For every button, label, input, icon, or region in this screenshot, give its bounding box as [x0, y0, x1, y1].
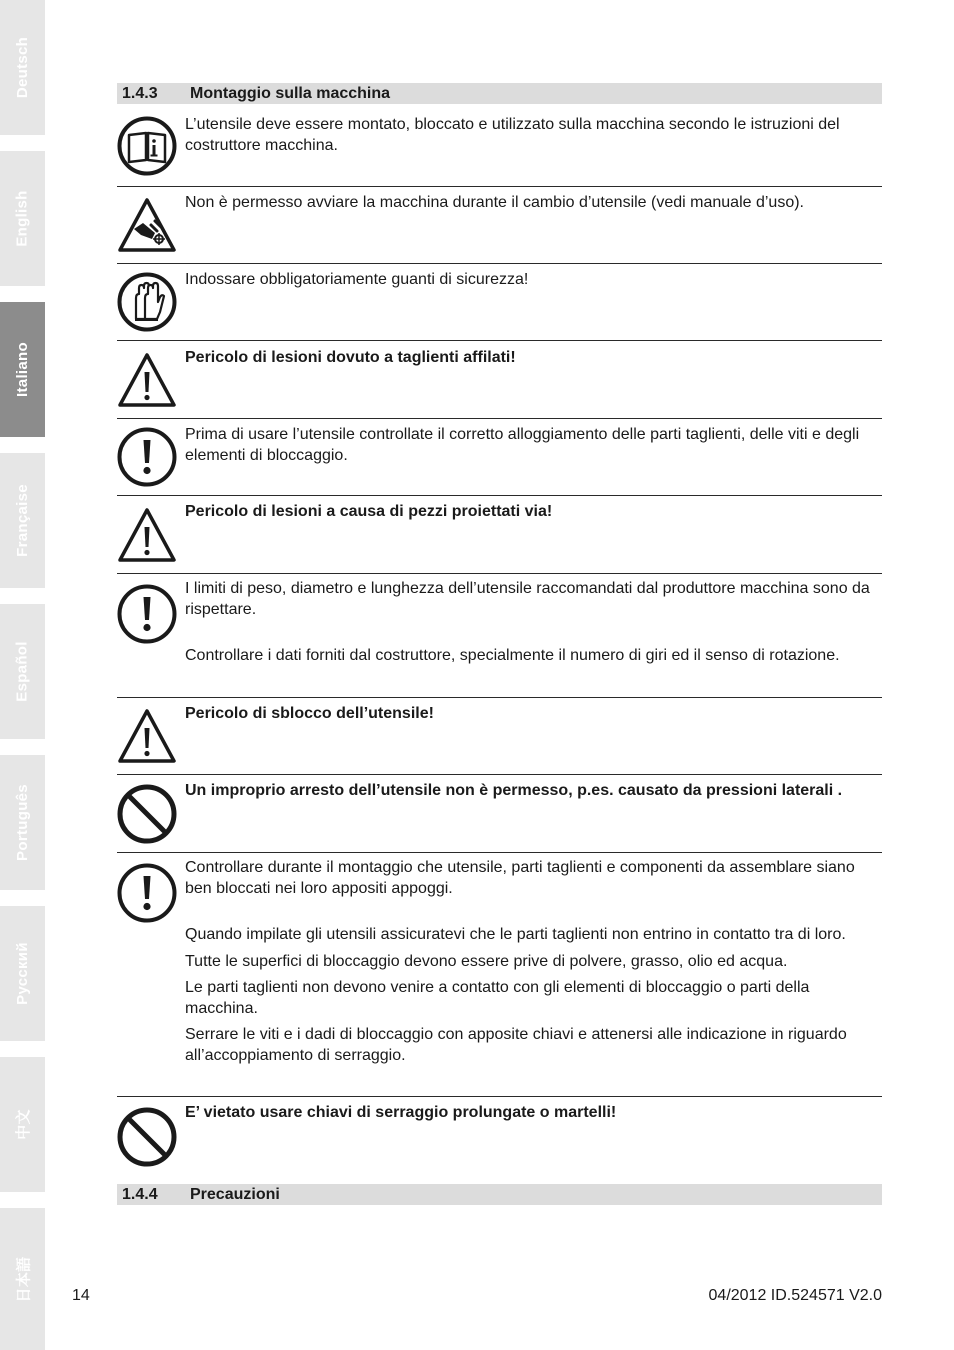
instruction-text: Prima di usare l’utensile controllate il corretto alloggiamento delle parti taglienti, delle viti e degli elementi di bloccaggio. — [185, 426, 860, 464]
prohibition-icon — [117, 1107, 177, 1167]
instruction-row — [117, 573, 882, 697]
instruction-text: Non è permesso avviare la macchina durante il cambio d’utensile (vedi manuale d’uso). — [185, 194, 804, 211]
instruction-text: Pericolo di lesioni dovuto a taglienti affilati! — [185, 349, 516, 366]
exclamation-circle-icon — [117, 863, 177, 923]
instruction-text: Controllare durante il montaggio che utensile, parti taglienti e componenti da assemblare siano ben bloccati nei loro appositi appoggi. Quando impilate gli utensili assicuratevi che le parti taglienti non entrino in contatto tra di loro. Tutte le superfici di bloccaggio devono essere prive di polvere, grasso, olio ed acqua. Le parti taglienti non devono venire a contatto con gli elementi di bloccaggio o parti della macchina. Serrare le viti e i dadi di bloccaggio con apposite chiavi e attenersi alle indicazione in riguardo all’accoppiamento di serraggio. — [185, 859, 855, 1064]
tab-chinese[interactable]: 中文 — [0, 1057, 45, 1192]
section-title: Montaggio sulla macchina — [190, 85, 391, 102]
tab-deutsch[interactable]: Deutsch — [0, 0, 45, 135]
tab-espanol[interactable]: Español — [0, 604, 45, 739]
document-id: 04/2012 ID.524571 V2.0 — [708, 1287, 882, 1304]
tab-russian[interactable]: Русский — [0, 906, 45, 1041]
section-number: 1.4.3 — [122, 85, 158, 102]
page-number: 14 — [72, 1287, 90, 1304]
warning-triangle-icon — [117, 350, 177, 410]
section-number: 1.4.4 — [122, 1186, 158, 1203]
exclamation-circle-icon — [117, 584, 177, 644]
instruction-row — [117, 109, 882, 186]
instruction-row — [117, 697, 882, 774]
language-tabs — [0, 0, 45, 1350]
instruction-row — [117, 1096, 882, 1180]
instruction-row — [117, 186, 882, 263]
tab-japanese[interactable]: 日本語 — [0, 1208, 45, 1350]
tab-italiano[interactable]: Italiano — [0, 302, 45, 437]
tab-english[interactable]: English — [0, 151, 45, 286]
instruction-text: Un improprio arresto dell’utensile non è permesso, p.es. causato da pressioni laterali . — [185, 782, 843, 799]
warning-triangle-icon — [117, 706, 177, 766]
instruction-row — [117, 340, 882, 418]
instruction-text: Pericolo di lesioni a causa di pezzi proiettati via! — [185, 503, 553, 520]
tab-francaise[interactable]: Française — [0, 453, 45, 588]
instruction-row — [117, 495, 882, 573]
safety-gloves-icon — [117, 272, 177, 332]
instruction-text: I limiti di peso, diametro e lunghezza dell’utensile raccomandati dal produttore macchina sono da rispettare. Controllare i dati forniti dal costruttore, specialmente il numero di giri ed il senso di rotazione. — [185, 580, 870, 664]
section-header-montaggio — [117, 83, 882, 104]
hand-crush-warning-icon — [117, 195, 177, 255]
instruction-row — [117, 263, 882, 340]
instruction-row — [117, 852, 882, 1096]
warning-triangle-icon — [117, 505, 177, 565]
prohibition-icon — [117, 784, 177, 844]
exclamation-circle-icon — [117, 427, 177, 487]
instruction-row — [117, 774, 882, 852]
manual-book-icon — [117, 116, 177, 176]
instruction-text: Pericolo di sblocco dell’utensile! — [185, 705, 434, 722]
section-title: Precauzioni — [190, 1186, 280, 1203]
instruction-row — [117, 418, 882, 495]
tab-portugues[interactable]: Português — [0, 755, 45, 890]
instruction-text: Indossare obbligatoriamente guanti di sicurezza! — [185, 271, 529, 288]
instruction-text: E’ vietato usare chiavi di serraggio prolungate o martelli! — [185, 1104, 617, 1121]
instruction-text: L’utensile deve essere montato, bloccato e utilizzato sulla macchina secondo le istruzioni del costruttore macchina. — [185, 116, 840, 154]
section-header-precauzioni — [117, 1184, 882, 1205]
